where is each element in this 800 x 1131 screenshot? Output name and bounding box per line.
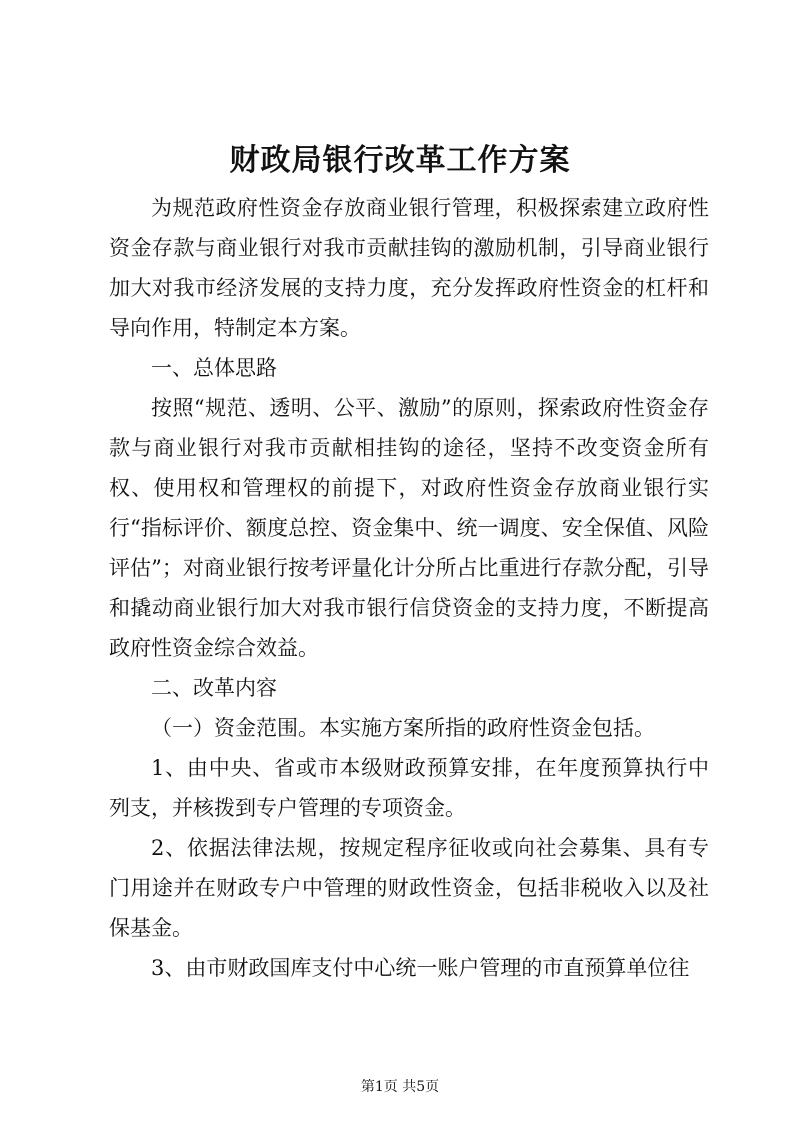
- paragraph-overall-approach: 按照“规范、透明、公平、激励”的原则，探索政府性资金存款与商业银行对我市贡献相挂钩的途径，坚持不改变资金所有权、使用权和管理权的前提下，对政府性资金存放商业银行实行“指标评价、额度总控、资金集中、统一调度、安全保值、风险评估”；对商业银行按考评量化计分所占比重进行存款分配，引导和撬动商业银行加大对我市银行信贷资金的支持力度，不断提高政府性资金综合效益。: [109, 396, 709, 660]
- list-item-2: 2、依据法律法规，按规定程序征收或向社会募集、具有专门用途并在财政专户中管理的财政性资金，包括非税收入以及社保基金。: [109, 836, 709, 940]
- list-item-1: 1、由中央、省或市本级财政预算安排，在年度预算执行中列支，并核拨到专户管理的专项资金。: [109, 756, 709, 820]
- section-heading-overall-approach: 一、总体思路: [151, 356, 277, 380]
- section-heading-reform-content: 二、改革内容: [151, 676, 277, 700]
- document-title: 财政局银行改革工作方案: [229, 143, 571, 178]
- paragraph-intro: 为规范政府性资金存放商业银行管理，积极探索建立政府性资金存款与商业银行对我市贡献挂钩的激励机制，引导商业银行加大对我市经济发展的支持力度，充分发挥政府性资金的杠杆和导向作用，特制定本方案。: [109, 196, 709, 340]
- document-body: [109, 188, 709, 988]
- subsection-fund-scope: （一）资金范围。本实施方案所指的政府性资金包括。: [151, 716, 655, 740]
- list-item-3: 3、由市财政国库支付中心统一账户管理的市直预算单位往: [151, 956, 690, 980]
- page-number-footer: 第1页 共5页: [360, 1079, 440, 1095]
